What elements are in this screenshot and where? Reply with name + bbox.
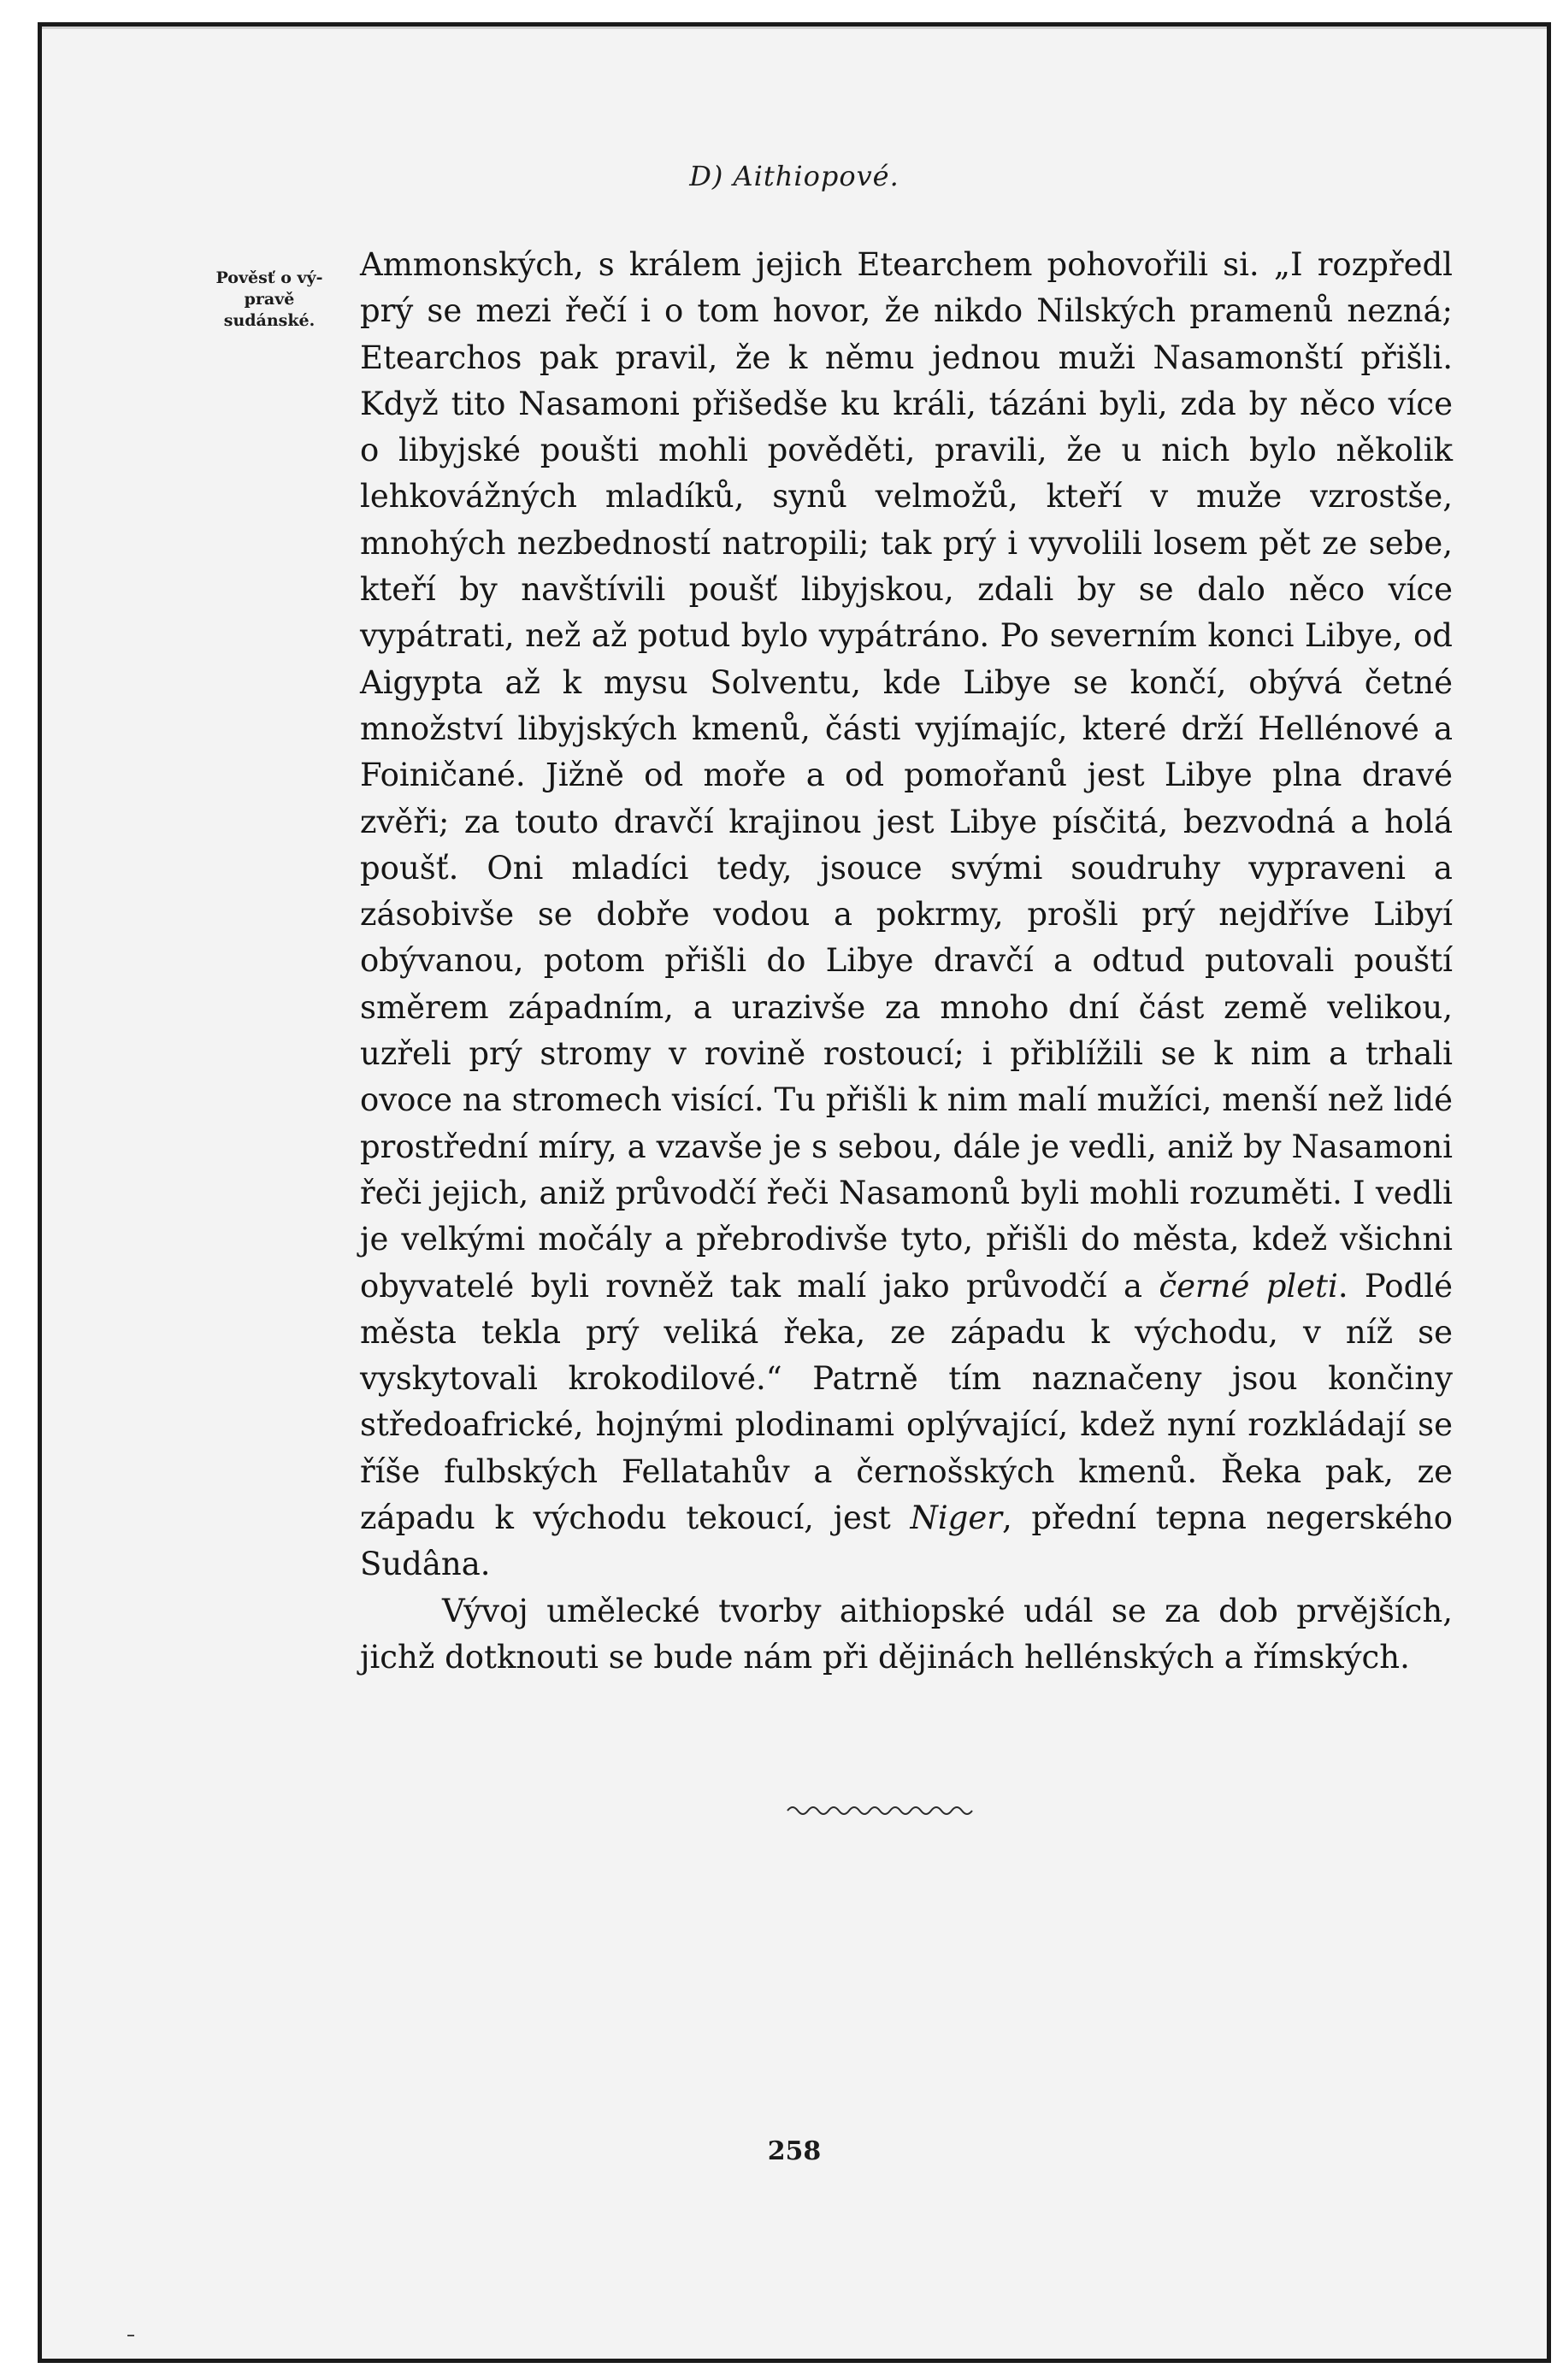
- paragraph-1-part-b: . Podlé města tekla prý veliká řeka, ze západu k východu, v níž se vyskytovali krokodilové.“ Patrně tím naznačeny jsou končiny středoafrické, hojnými plodinami oplývající, kdež nyní rozkládají se říše fulbských Fellatahův a černošských kmenů. Řeka pak, ze západu k východu tekoucí, jest: [360, 1267, 1454, 1537]
- scan-speck: [127, 2335, 134, 2336]
- emphasis-cerne-pleti: černé pleti: [1159, 1267, 1338, 1305]
- paragraph-1-part-c: , přední tepna negerského Sudâna.: [360, 1499, 1453, 1583]
- page-number: 258: [767, 2136, 822, 2166]
- running-head: D) Aithiopové.: [689, 160, 899, 192]
- margin-note-line-3: sudánské.: [223, 311, 316, 330]
- paragraph-1-part-a: Ammonských, s králem jejich Etearchem pohovořili si. „I rozpředl prý se mezi řečí i o tom hovor, že nikdo Nilských pramenů nezná; Etearchos pak pravil, že k němu jednou muži Nasamonští přišli. Když tito Nasamoni přišedše ku králi, tázáni byli, zda by něco více o libyjské poušti mohli pověděti, pravili, že u nich bylo několik lehkovážných mladíků, synů velmožů, kteří v muže vzrostše, mnohých nezbedností natropili; tak prý i vyvolili losem pět ze sebe, kteří by navštívili poušť libyjskou, zdali by se dalo něco více vypátrati, než až potud bylo vypátráno. Po severním konci Libye, od Aigypta až k mysu Solventu, kde Libye se končí, obývá četné množství libyjských kmenů, části vyjímajíc, které drží Hellénové a Foiničané. Jižně od moře a od pomořanů jest Libye plna dravé zvěři; za touto dravčí krajinou jest Libye písčitá, bezvodná a holá poušť. Oni mladíci tedy, jsouce svými soudruhy vypraveni a zásobivše se dobře vodou a pokrmy, prošli prý nejdříve Libyí obývanou, potom přišli do Libye dravčí a odtud putovali pouští směrem západním, a urazivše za mnoho dní část země velikou, uzřeli prý stromy v rovině rostoucí; i přiblížili se k nim a trhali ovoce na stromech visící. Tu přišli k nim malí mužíci, menší než lidé prostřední míry, a vzavše je s sebou, dále je vedli, aniž by Nasamoni řeči jejich, aniž průvodčí řeči Nasamonů byli mohli rozuměti. I vedli je velkými močály a přebrodivše tyto, přišli do města, kdež všichni obyvatelé byli rovněž tak malí jako průvodčí a: [360, 246, 1453, 1305]
- scan-edge-line: [42, 27, 1547, 29]
- paragraph-1: [360, 242, 1453, 1588]
- margin-note-line-1: Pověsť o vý-: [215, 268, 323, 287]
- paragraph-2: Vývoj umělecké tvorby aithiopské udál se za dob prvějších, jichž dotknouti se bude nám při dějinách hellénských a římských.: [360, 1592, 1453, 1676]
- emphasis-niger: Niger: [910, 1499, 1002, 1537]
- margin-note: [180, 268, 358, 332]
- book-page: [38, 22, 1551, 2363]
- wavy-ornament-divider: [786, 1798, 974, 1823]
- body-text: [360, 242, 1453, 1681]
- margin-note-line-2: pravě: [244, 290, 295, 309]
